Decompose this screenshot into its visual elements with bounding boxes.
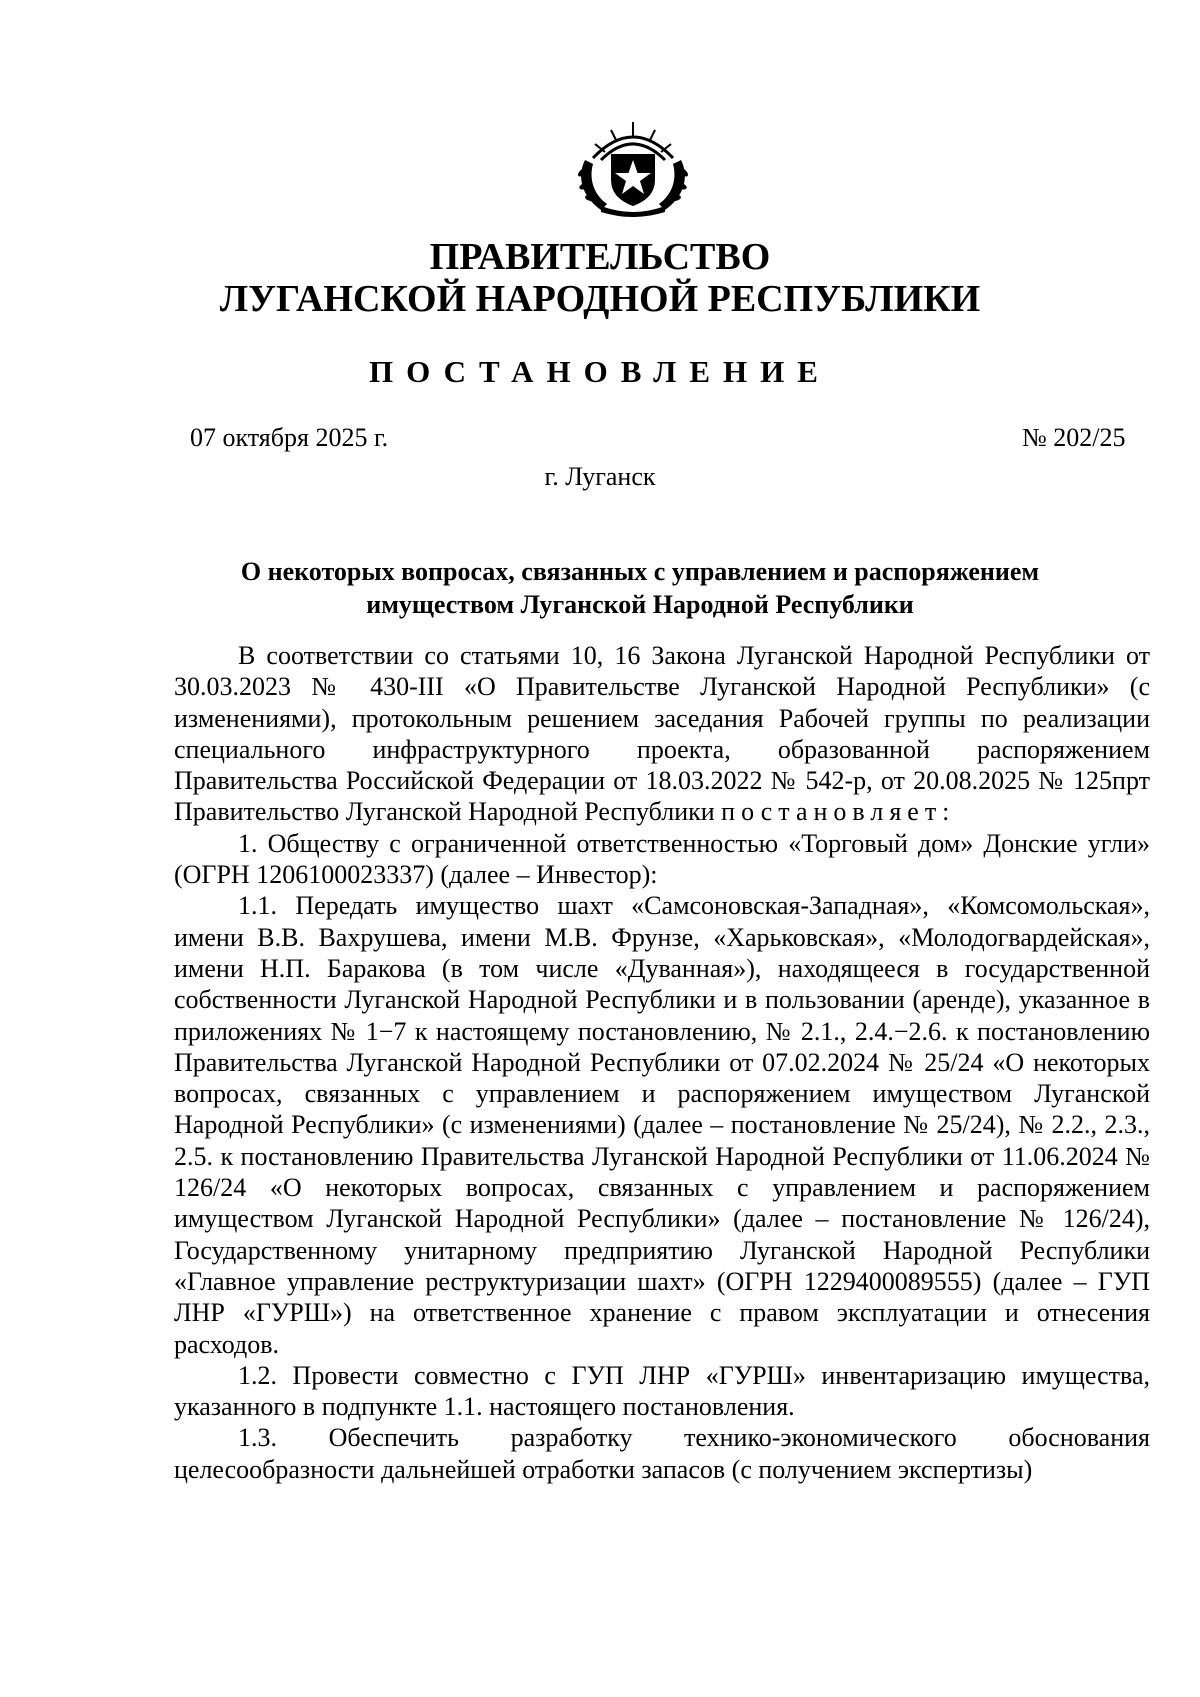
- clause-1-1: 1.1. Передать имущество шахт «Самсоновская-Западная», «Комсомольская», имени В.В. Вахрушева, имени М.В. Фрунзе, «Харьковская», «Молодогвардейская», имени Н.П. Баракова (в том числе «Дуванная»), находящееся в государственной собственности Луганской Народной Республики и в пользовании (аренде), указанное в приложениях № 1−7 к настоящему постановлению, № 2.1., 2.4.−2.6. к постановлению Правительства Луганской Народной Республики от 07.02.2024 № 25/24 «О некоторых вопросах, связанных с управлением и распоряжением имуществом Луганской Народной Республики» (с изменениями) (далее – постановление № 25/24), № 2.2., 2.3., 2.5. к постановлению Правительства Луганской Народной Республики от 11.06.2024 № 126/24 «О некоторых вопросах, связанных с управлением и распоряжением имуществом Луганской Народной Республики» (далее – постановление № 126/24), Государственному унитарному предприятию Луганской Народной Республики «Главное управление реструктуризации шахт» (ОГРН 1229400089555) (далее – ГУП ЛНР «ГУРШ») на ответственное хранение с правом эксплуатации и отнесения расходов.: [174, 891, 1150, 1359]
- preamble-paragraph: [174, 640, 1150, 828]
- document-title: [200, 555, 1080, 621]
- document-city: г. Луганск: [544, 462, 656, 491]
- clause-1-3: 1.3. Обеспечить разработку технико-экономического обоснования целесообразности дальнейшей отработки запасов (с получением экспертизы): [174, 1423, 1150, 1484]
- document-number: № 202/25: [1022, 423, 1126, 452]
- document-type: ПОСТАНОВЛЕНИЕ: [369, 354, 831, 389]
- clause-1-2: 1.2. Провести совместно с ГУП ЛНР «ГУРШ» инвентаризацию имущества, указанного в подпункте 1.1. настоящего постановления.: [174, 1360, 1150, 1422]
- organization-name-line2: ЛУГАНСКОЙ НАРОДНОЙ РЕСПУБЛИКИ: [219, 278, 981, 320]
- organization-name-line1: ПРАВИТЕЛЬСТВО: [429, 236, 771, 278]
- clause-1: 1. Обществу с ограниченной ответственностью «Торговый дом» Донские угли» (ОГРН 1206100023337) (далее – Инвестор):: [174, 828, 1150, 890]
- document-date: 07 октября 2025 г.: [190, 423, 389, 452]
- title-line1: О некоторых вопросах, связанных с управлением и распоряжением: [240, 557, 1040, 586]
- title-line2: имуществом Луганской Народной Республики: [366, 590, 914, 619]
- preamble-text: В соответствии со статьями 10, 16 Закона Луганской Народной Республики от 30.03.2023 № 430-III «О Правительстве Луганской Народной Республики» (с изменениями), протокольным решением заседания Рабочей группы по реализации специального инфраструктурного проекта, образованной распоряжением Правительства Российской Федерации от 18.03.2022 № 542-р, от 20.08.2025 № 125прт Правительство Луганской Народной Республики: [174, 641, 1150, 827]
- document-body: [174, 640, 1150, 1485]
- decree-word: постановляет:: [721, 797, 956, 827]
- lpr-coat-of-arms-icon: [571, 118, 695, 218]
